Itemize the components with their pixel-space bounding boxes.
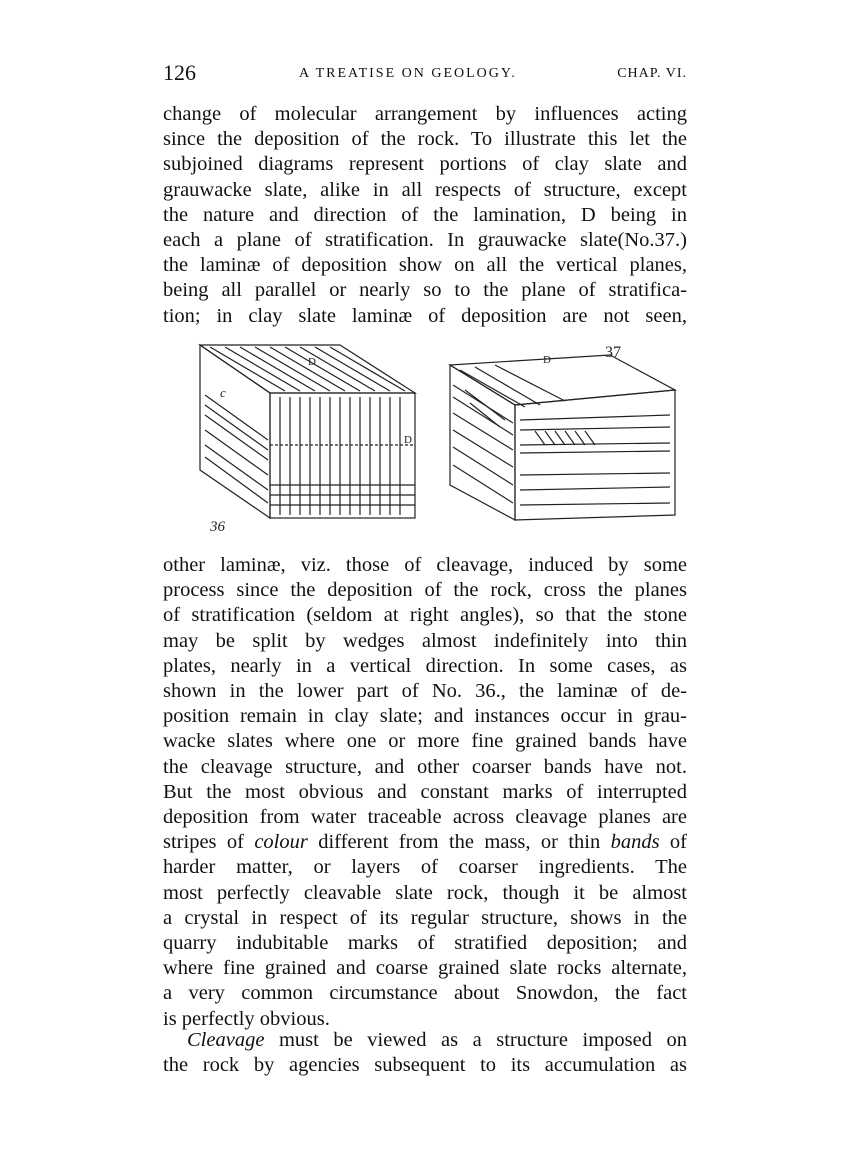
text-line: where fine grained and coarse grained slate rocks alternate,: [163, 957, 687, 980]
text-line: is perfectly obvious.: [163, 1007, 330, 1030]
text-line: But the most obvious and constant marks of interrupted: [163, 780, 687, 803]
figure-37-label-d: D: [543, 354, 551, 366]
text-fragment: must be viewed as a structure imposed on: [264, 1029, 687, 1051]
figures-block: [190, 335, 690, 545]
text-fragment: of: [659, 831, 688, 854]
text-line: deposition from water traceable across cleavage planes are: [163, 806, 687, 829]
text-line: tion; in clay slate laminæ of deposition are not seen,: [163, 304, 687, 327]
running-header: [163, 60, 687, 90]
text-line: the laminæ of deposition show on all the vertical planes,: [163, 254, 687, 277]
figure-36-clay-slate: [190, 335, 420, 535]
figure-36-label-c: c: [220, 385, 226, 400]
text-line: a crystal in respect of its regular structure, shows in the: [163, 906, 687, 929]
text-line: wacke slates where one or more fine grained bands have: [163, 730, 687, 753]
chapter-label: CHAP. VI.: [617, 66, 687, 81]
figure-36-label-d-side: D: [404, 434, 412, 446]
figure-37-number: 37: [605, 344, 621, 361]
text-line: may be split by wedges almost indefinitely into thin: [163, 629, 687, 652]
text-line-with-italics: [163, 830, 687, 855]
figure-37-grauwacke-slate: [445, 335, 685, 535]
figure-36-label-d-top: D: [308, 356, 316, 368]
text-fragment: stripes of: [163, 831, 255, 854]
text-line: the rock by agencies subsequent to its accumulation as: [163, 1054, 687, 1077]
text-line-with-italics: [163, 1028, 687, 1053]
text-line: the cleavage structure, and other coarser bands have not.: [163, 755, 687, 778]
paragraph-1: [163, 102, 687, 329]
italic-bands: bands: [610, 831, 660, 854]
text-line: a very common circumstance about Snowdon, the fact: [163, 982, 687, 1005]
text-line: quarry indubitable marks of stratified deposition; and: [163, 932, 687, 955]
text-line: the nature and direction of the lamination, D being in: [163, 203, 687, 226]
running-title: A TREATISE ON GEOLOGY.: [299, 66, 517, 81]
text-line: most perfectly cleavable slate rock, though it be almost: [163, 881, 687, 904]
italic-colour: colour: [254, 831, 308, 854]
italic-cleavage: Cleavage: [187, 1029, 265, 1051]
text-line: of stratification (seldom at right angles), so that the stone: [163, 604, 687, 627]
text-line: being all parallel or nearly so to the plane of stratifica-: [163, 279, 687, 302]
text-line: harder matter, or layers of coarser ingredients. The: [163, 856, 687, 879]
text-line: other laminæ, viz. those of cleavage, induced by some: [163, 554, 687, 576]
text-line: grauwacke slate, alike in all respects of structure, except: [163, 178, 687, 201]
figure-36-number: 36: [210, 519, 225, 535]
text-line: shown in the lower part of No. 36., the laminæ of de-: [163, 680, 687, 703]
text-line: each a plane of stratification. In grauwacke slate(No.37.): [163, 229, 687, 252]
paragraph-2: [163, 553, 687, 1032]
text-line: since the deposition of the rock. To illustrate this let the: [163, 128, 687, 151]
text-line: position remain in clay slate; and instances occur in grau-: [163, 705, 687, 728]
text-line: subjoined diagrams represent portions of clay slate and: [163, 153, 687, 176]
text-line: process since the deposition of the rock, cross the planes: [163, 579, 687, 602]
page-number: 126: [163, 60, 196, 85]
text-fragment: different from the mass, or thin: [307, 831, 611, 854]
text-line: change of molecular arrangement by influences acting: [163, 103, 687, 125]
paragraph-3: [163, 1028, 687, 1078]
text-line: plates, nearly in a vertical direction. In some cases, as: [163, 654, 687, 677]
